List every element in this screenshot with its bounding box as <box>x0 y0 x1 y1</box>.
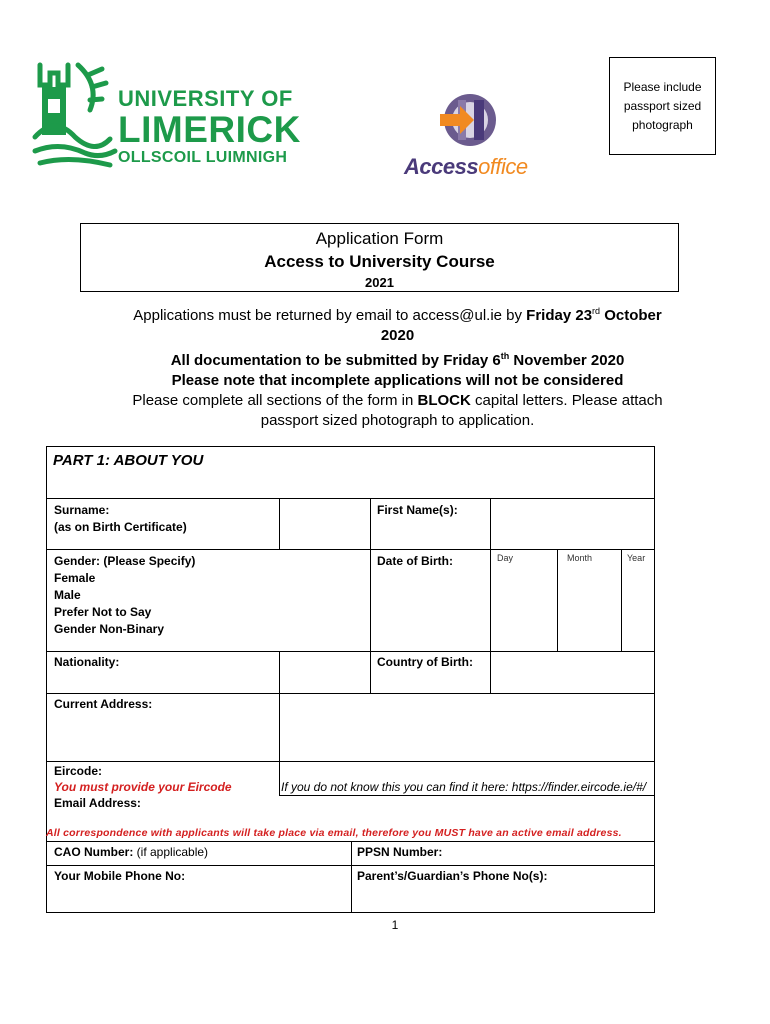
return-date-2: October 2020 <box>380 307 662 344</box>
form-title: Application Form <box>315 229 444 248</box>
photo-line1: Please include <box>623 80 702 94</box>
gender-label: Gender: (Please Specify) <box>54 554 196 568</box>
gender-option-female[interactable]: Female <box>54 571 96 585</box>
page-number: 1 <box>391 918 399 932</box>
surname-label-text: Surname: <box>54 503 110 517</box>
surname-field[interactable] <box>280 499 370 549</box>
dob-day-field[interactable] <box>491 565 557 651</box>
gender-section <box>54 553 195 638</box>
cao-label-text: CAO Number: <box>54 845 134 859</box>
nationality-field[interactable] <box>280 652 370 693</box>
instructions <box>120 306 675 431</box>
mobile-field[interactable] <box>48 885 350 912</box>
block-note <box>120 391 675 431</box>
docs-note-pre: All documentation to be submitted by Friday 6 <box>170 352 501 369</box>
block-word: BLOCK <box>417 392 471 409</box>
firstname-field[interactable] <box>491 499 654 549</box>
office-word: office <box>478 154 528 179</box>
country-label: Country of Birth: <box>377 655 473 669</box>
dob-month-field[interactable] <box>558 565 621 651</box>
ul-line3: OLLSCOIL LUIMNIGH <box>118 149 288 166</box>
docs-note-sup: th <box>500 351 510 361</box>
part-title: PART 1: ABOUT YOU <box>53 452 204 469</box>
access-office-wordmark <box>404 154 528 180</box>
surname-label <box>54 502 187 536</box>
block-note-pre: Please complete all sections of the form in <box>132 392 418 409</box>
parent-phone-label: Parent’s/Guardian’s Phone No(s): <box>357 869 548 883</box>
country-field[interactable] <box>491 652 654 693</box>
ppsn-label: PPSN Number: <box>357 845 443 859</box>
address-field[interactable] <box>280 694 654 761</box>
return-note-text: Applications must be returned by email to access@ul.ie by <box>133 307 527 324</box>
year-label: 2021 <box>365 275 394 290</box>
cao-label <box>54 844 208 861</box>
correspondence-note: All correspondence with applicants will take place via email, therefore you MUST have an active email address. <box>46 827 622 839</box>
gender-option-male[interactable]: Male <box>54 588 81 602</box>
gender-option-prefer-not[interactable]: Prefer Not to Say <box>54 605 152 619</box>
ul-line2: LIMERICK <box>118 109 301 150</box>
incomplete-note: Please note that incomplete applications will not be considered <box>171 372 624 389</box>
return-date: Friday 23 <box>526 307 593 324</box>
ul-line1: UNIVERSITY OF <box>118 86 293 111</box>
docs-note-post: November 2020 <box>509 352 625 369</box>
photo-line3: photograph <box>632 118 693 132</box>
firstname-label: First Name(s): <box>377 503 458 517</box>
parent-phone-field[interactable] <box>352 885 654 912</box>
return-note <box>120 306 675 346</box>
course-title: Access to University Course <box>264 252 495 271</box>
cao-sub: (if applicable) <box>133 845 209 859</box>
access-word: Access <box>404 154 479 179</box>
nationality-label: Nationality: <box>54 655 120 669</box>
title-box <box>80 223 679 292</box>
surname-sub: (as on Birth Certificate) <box>54 520 187 534</box>
dob-day-label: Day <box>497 553 514 563</box>
photo-line2: passport sized <box>623 99 702 113</box>
email-label: Email Address: <box>54 796 141 810</box>
address-label: Current Address: <box>54 697 153 711</box>
gender-option-non-binary[interactable]: Gender Non-Binary <box>54 622 165 636</box>
eircode-required-note: You must provide your Eircode <box>54 780 232 794</box>
mobile-label: Your Mobile Phone No: <box>54 869 186 883</box>
photo-placeholder-box <box>609 57 716 155</box>
block-note-post: capital letters. Please attach passport sized photograph to application. <box>260 392 663 429</box>
return-date-sup: rd <box>592 306 601 316</box>
dob-month-label: Month <box>567 553 593 563</box>
dob-label: Date of Birth: <box>377 554 453 568</box>
ul-wordmark <box>118 88 301 166</box>
dob-year-field[interactable] <box>622 565 654 651</box>
eircode-hint: If you do not know this you can find it here: https://finder.eircode.ie/#/ <box>281 780 647 794</box>
dob-year-label: Year <box>627 553 646 563</box>
eircode-label: Eircode: <box>54 764 103 778</box>
about-you-form <box>46 446 655 913</box>
docs-note <box>120 351 675 371</box>
